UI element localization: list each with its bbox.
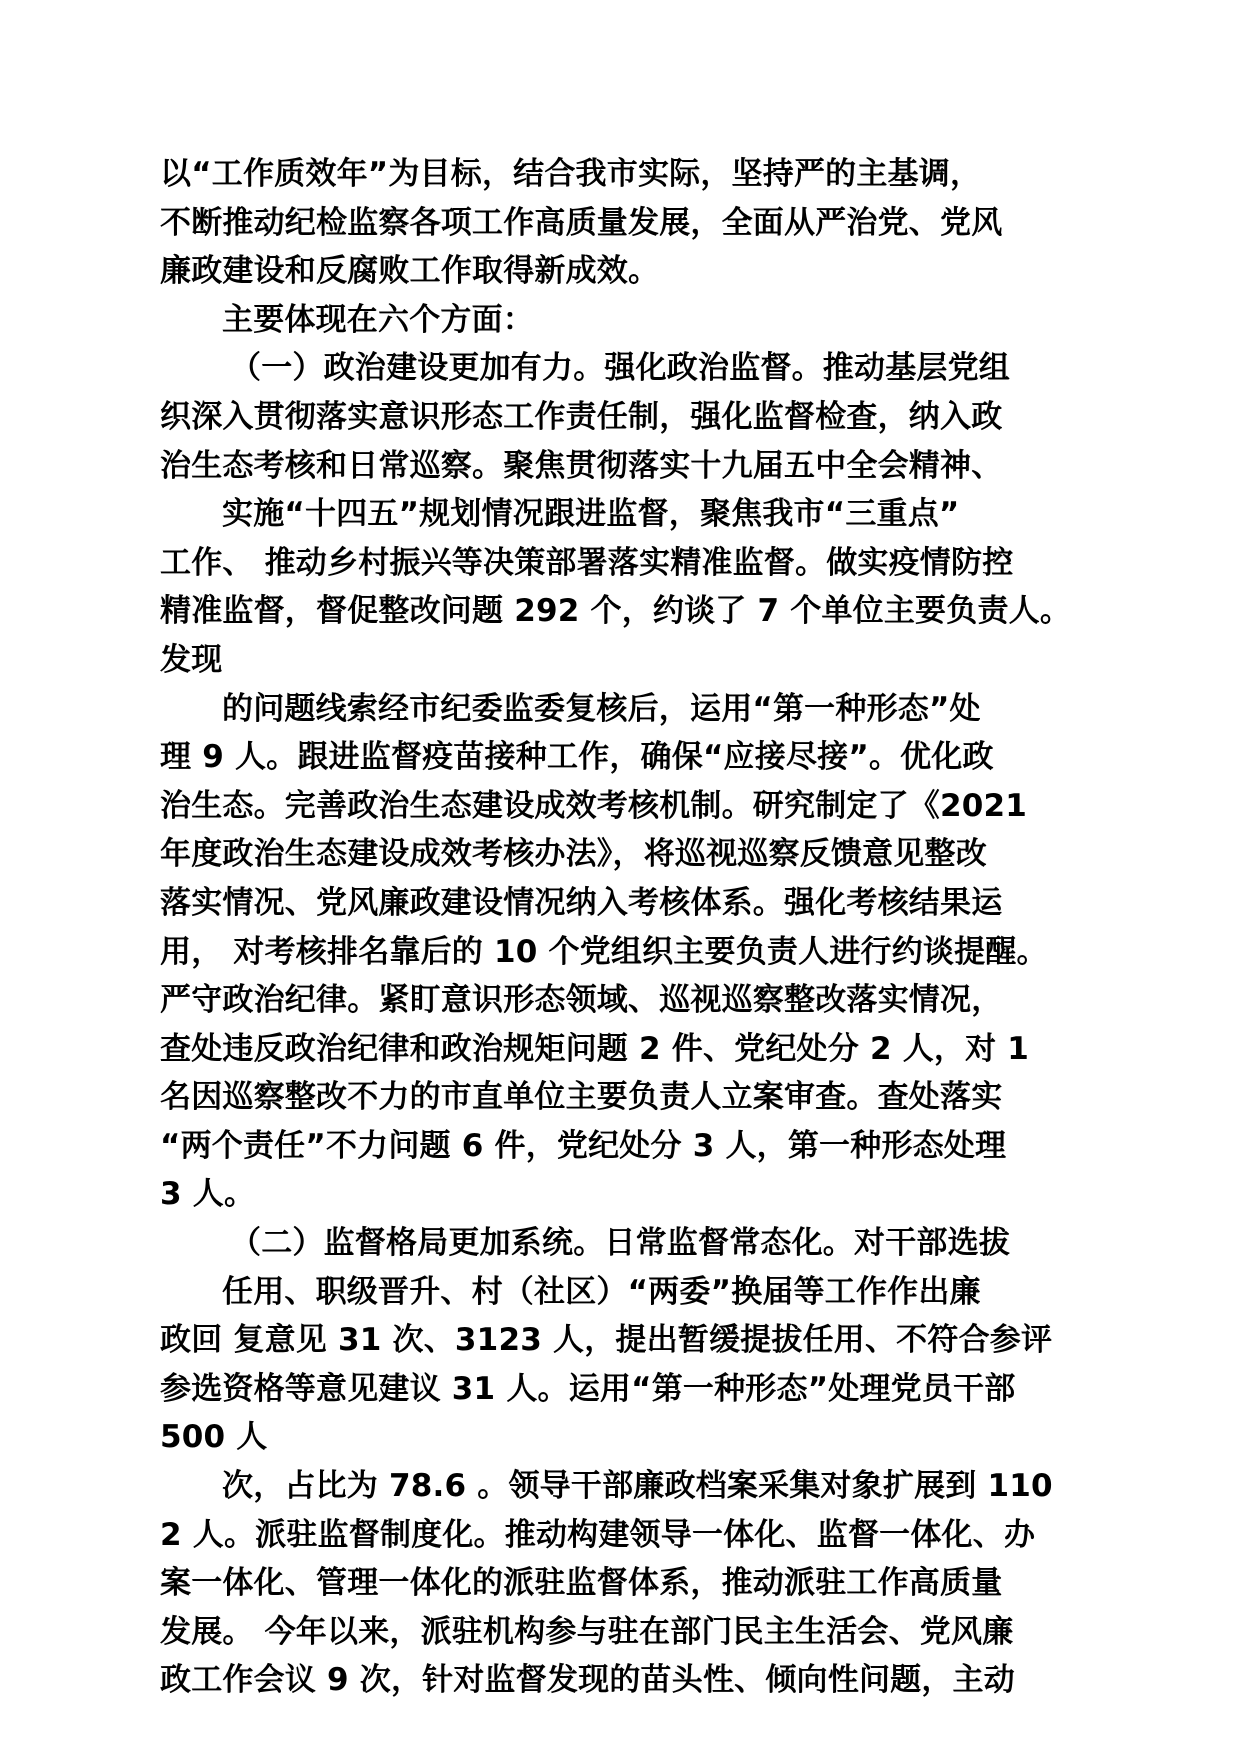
text-line: 任用、职级晋升、村（社区）“两委”换届等工作作出廉 bbox=[222, 1273, 981, 1310]
text-line: （一）政治建设更加有力。强化政治监督。推动基层党组 bbox=[230, 350, 1010, 387]
text-line: 年度政治生态建设成效考核办法》，将巡视巡察反馈意见整改 bbox=[160, 836, 987, 873]
text-line: 以“工作质效年”为目标，结合我市实际，坚持严的主基调， bbox=[160, 156, 982, 192]
text-line: 查处违反政治纪律和政治规矩问题 2 件、党纪处分 2 人，对 1 bbox=[160, 1030, 1030, 1067]
text-line: 用， 对考核排名靠后的 10 个党组织主要负责人进行约谈提醒。 bbox=[160, 933, 1048, 970]
text-line: 500 人 bbox=[160, 1419, 268, 1456]
text-line: 次，占比为 78.6 。领导干部廉政档案采集对象扩展到 110 bbox=[222, 1468, 1053, 1505]
text-line: 的问题线索经市纪委监委复核后，运用“第一种形态”处 bbox=[222, 690, 981, 727]
text-line: 严守政治纪律。紧盯意识形态领域、巡视巡察整改落实情况， bbox=[160, 982, 1003, 1019]
text-line: 实施“十四五”规划情况跟进监督，聚焦我市“三重点” bbox=[222, 496, 960, 533]
text-line: 精准监督，督促整改问题 292 个，约谈了 7 个单位主要负责人。 bbox=[160, 593, 1072, 630]
text-line: 织深入贯彻落实意识形态工作责任制，强化监督检查，纳入政 bbox=[160, 398, 1003, 435]
text-line: 政工作会议 9 次，针对监督发现的苗头性、倾向性问题，主动 bbox=[160, 1662, 1015, 1699]
text-line: 不断推动纪检监察各项工作高质量发展，全面从严治党、党风 bbox=[160, 204, 1003, 241]
text-line: 发现 bbox=[160, 641, 223, 678]
text-line: 名因巡察整改不力的市直单位主要负责人立案审查。查处落实 bbox=[160, 1079, 1003, 1116]
text-line: “两个责任”不力问题 6 件，党纪处分 3 人，第一种形态处理 bbox=[160, 1127, 1007, 1164]
text-line: 政回 复意见 31 次、3123 人，提出暂缓提拔任用、不符合参评 bbox=[160, 1322, 1053, 1359]
text-line: 落实情况、党风廉政建设情况纳入考核体系。强化考核结果运 bbox=[160, 884, 1003, 921]
text-line: 2 人。派驻监督制度化。推动构建领导一体化、监督一体化、办 bbox=[160, 1516, 1036, 1553]
text-line: 工作、 推动乡村振兴等决策部署落实精准监督。做实疫情防控 bbox=[160, 544, 1014, 581]
text-line: 廉政建设和反腐败工作取得新成效。 bbox=[160, 253, 660, 290]
text-line: 3 人。 bbox=[160, 1176, 256, 1213]
text-line: 主要体现在六个方面： bbox=[222, 301, 534, 338]
text-line: 理 9 人。跟进监督疫苗接种工作，确保“应接尽接”。优化政 bbox=[160, 739, 994, 776]
text-line: 治生态。完善政治生态建设成效考核机制。研究制定了《2021 bbox=[160, 787, 1028, 824]
text-line: 参选资格等意见建议 31 人。运用“第一种形态”处理党员干部 bbox=[160, 1370, 1016, 1407]
text-line: 发展。 今年以来，派驻机构参与驻在部门民主生活会、党风廉 bbox=[160, 1613, 1014, 1650]
document-body bbox=[160, 150, 1100, 1705]
text-line: （二）监督格局更加系统。日常监督常态化。对干部选拔 bbox=[230, 1225, 1010, 1262]
text-line: 治生态考核和日常巡察。聚焦贯彻落实十九届五中全会精神、 bbox=[160, 447, 1003, 484]
text-line: 案一体化、管理一体化的派驻监督体系，推动派驻工作高质量 bbox=[160, 1565, 1003, 1602]
